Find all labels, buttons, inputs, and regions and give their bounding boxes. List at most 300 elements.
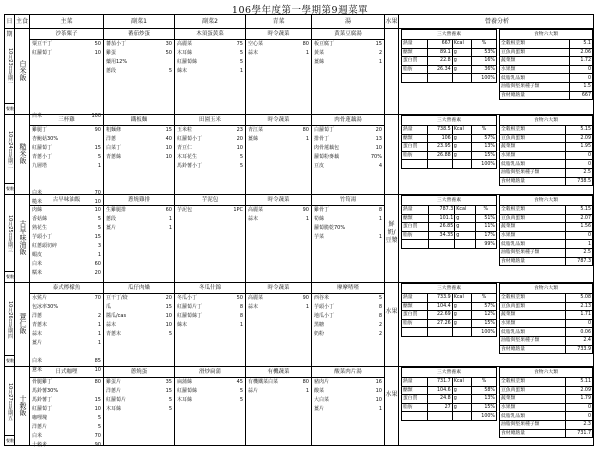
ingredient-amount: 1: [378, 406, 382, 412]
staple-name: 糙米飯: [19, 143, 27, 164]
staple-name: 古早味油飯: [19, 220, 27, 255]
vegs-label: 蔬菜類: [500, 143, 566, 152]
dish-name: 芋泥包: [175, 195, 245, 206]
protein-value: 24.8: [427, 395, 452, 404]
ingredient-amount: 1: [305, 136, 309, 142]
header-staple: 主食: [15, 15, 30, 28]
ingredient-amount: 40: [165, 136, 172, 142]
ingredient-amount: 8: [378, 207, 382, 213]
header-main: 主菜: [30, 15, 104, 28]
menu-table: [4, 14, 594, 446]
ingredient-amount: 10: [94, 367, 101, 373]
ingredient-amount: 5: [168, 397, 172, 403]
six-food-groups: [499, 367, 593, 446]
protein-label: 蛋白質: [402, 311, 428, 320]
ingredient-row: [104, 206, 174, 215]
fruit-cell: [385, 195, 399, 282]
ingredient-amount: 15: [94, 145, 101, 151]
protein-label: 蛋白質: [402, 143, 428, 152]
ingredient-amount: [91, 58, 101, 67]
energy-value: 731.7: [427, 378, 452, 387]
fruits-value: 0: [566, 319, 593, 328]
ingredient-amount: 45: [236, 379, 243, 385]
ingredient-amount: 1: [305, 216, 309, 222]
dish-cell: [246, 195, 312, 282]
ingredient-name: 紅蘿蔔丁: [32, 145, 53, 151]
ingredient-amount: 4: [378, 163, 382, 169]
ingredient-amount: 5: [239, 154, 243, 160]
ingredient-row: [312, 405, 384, 414]
ingredient-row: [312, 126, 384, 135]
ingredient-amount: 60: [165, 207, 172, 213]
grains-label: 全穀根莖類: [500, 40, 570, 49]
ingredient-row: [30, 312, 103, 321]
header-date: 日期: [5, 15, 15, 28]
ingredient-name: 高麗菜: [248, 207, 264, 213]
ingredient-amount: [91, 171, 101, 180]
beans-value: 2.07: [566, 214, 593, 223]
total-label: 食材總熱量: [500, 429, 566, 438]
ingredient-row: [175, 40, 245, 49]
sum-pct: 100%: [472, 328, 497, 337]
milk-label: 低脂乳品類: [500, 412, 566, 421]
ingredient-name: 雞蛋片: [106, 379, 122, 385]
ingredient-name: 雞腿丁: [32, 127, 48, 133]
dish-name: 滑炒扁蒲: [175, 367, 245, 378]
ingredient-name: 糙米: [32, 199, 43, 205]
ingredient-row: [312, 378, 384, 387]
ingredient-amount: 8: [378, 313, 382, 319]
date-text: 10月25日星期三: [7, 214, 13, 253]
ingredient-name: 奶粉: [314, 331, 325, 337]
ingredient-name: 薑絲: [314, 59, 325, 65]
three-nutrients-title: 三大營養素: [402, 116, 497, 126]
three-nutrients: [401, 115, 497, 194]
dish-cell: [30, 367, 104, 446]
energy-label: 熱量: [402, 378, 428, 387]
energy-label: 熱量: [402, 206, 429, 215]
ingredient-name: 絲末: [177, 68, 188, 74]
ingredient-amount: 80: [302, 41, 309, 47]
ingredient-row: [312, 58, 384, 67]
oil-label: 油脂與堅果種子類: [500, 82, 570, 91]
beans-value: 2.09: [566, 386, 593, 395]
ingredient-amount: 20: [165, 295, 172, 301]
ingredient-row: [30, 321, 103, 330]
dish-cell: [104, 195, 175, 282]
ingredient-row: [312, 215, 384, 224]
fat-value: 34.35: [429, 231, 455, 240]
beans-label: 豆魚肉蛋類: [500, 48, 570, 57]
ingredient-name: 青蔥小丁: [32, 154, 53, 160]
ingredient-amount: 35: [165, 379, 172, 385]
total-label: 食材總熱量: [500, 91, 570, 100]
sum-pct: 99%: [475, 240, 496, 249]
ingredient-row: [30, 94, 103, 103]
g-unit: g: [455, 231, 475, 240]
staple-cell: [15, 115, 30, 194]
ingredient-amount: 1PC: [233, 207, 243, 213]
ingredient-name: 洋蔥: [32, 313, 43, 319]
ingredient-name: 空心菜: [248, 41, 264, 47]
ingredient-amount: 30: [165, 41, 172, 47]
kcal-unit: Kcal: [452, 378, 471, 387]
ingredient-row: [30, 242, 103, 251]
ingredient-row: [175, 294, 245, 303]
ingredient-row: [175, 303, 245, 312]
carb-pct: 57%: [472, 134, 497, 143]
ingredient-name: 蒜片: [248, 388, 259, 394]
energy-value: 787.3: [429, 206, 455, 215]
fat-label: 脂肪: [402, 231, 429, 240]
date-text: 10月24日星期二: [7, 130, 13, 169]
ingredient-amount: 10: [375, 388, 382, 394]
carb-label: 醣類: [402, 386, 428, 395]
grains-value: 5.08: [566, 294, 593, 303]
dish-name: 木須蛋黃菜: [175, 29, 245, 40]
g-unit: g: [452, 151, 471, 160]
carb-value: 104.6: [427, 386, 452, 395]
vegs-label: 蔬菜類: [500, 57, 570, 66]
sum-pct: 100%: [472, 412, 497, 421]
dish-name: 蔥燒雞排: [104, 195, 174, 206]
ingredient-amount: 10: [165, 145, 172, 151]
ingredient-amount: 5: [239, 397, 243, 403]
ingredient-row: [246, 126, 311, 135]
ingredient-row: [30, 162, 103, 171]
pct-label: %: [472, 40, 497, 49]
date-cell: [5, 195, 15, 282]
ingredient-amount: 1: [305, 50, 309, 56]
ingredient-name: 有機鐵菜白菜: [248, 379, 279, 385]
vegs-value: 1.95: [566, 143, 593, 152]
carb-label: 醣類: [402, 134, 428, 143]
staple-name: 白米飯: [19, 60, 27, 81]
ingredient-name: 木耳絲: [177, 50, 193, 56]
ingredient-amount: 1: [97, 340, 101, 346]
ingredient-amount: 10: [94, 207, 101, 213]
ingredient-row: [30, 153, 103, 162]
ingredient-row: [104, 303, 174, 312]
ingredient-row: [175, 378, 245, 387]
ingredient-row: [312, 206, 384, 215]
ingredient-name: 白米: [32, 261, 43, 267]
ingredient-row: [312, 294, 384, 303]
ingredient-name: 芋泥包: [177, 207, 193, 213]
ingredient-amount: 80: [302, 127, 309, 133]
dish-name: 泰式檸檬魚: [30, 283, 103, 294]
protein-value: 22.8: [427, 57, 452, 66]
total-value: 787.3: [566, 257, 593, 266]
ingredient-name: 馬鈴薯丁: [32, 397, 53, 403]
ingredient-amount: 100: [91, 113, 101, 119]
vegs-value: 1.71: [566, 311, 593, 320]
dish-cell: [104, 367, 175, 446]
protein-label: 蛋白質: [402, 57, 428, 66]
ingredient-amount: 1: [168, 216, 172, 222]
ingredient-amount: 1: [168, 225, 172, 231]
ingredient-amount: 70: [94, 190, 101, 196]
ingredient-amount: 70: [94, 433, 101, 439]
fruit-name: 鮮奶/豆漿: [385, 221, 398, 245]
ingredient-name: 蝦皮: [32, 252, 43, 258]
ingredient-amount: 13: [375, 136, 382, 142]
ingredient-name: 雞蛋: [106, 50, 117, 56]
ingredient-row: [30, 294, 103, 303]
grains-label: 全穀根莖類: [500, 126, 566, 135]
ingredient-row: [30, 387, 103, 396]
carb-label: 醣類: [402, 302, 428, 311]
date-cell: [5, 283, 15, 366]
protein-pct: 13%: [472, 395, 497, 404]
fat-label: 脂肪: [402, 319, 428, 328]
six-food-groups: [499, 283, 593, 366]
ingredient-amount: 10: [165, 313, 172, 319]
ingredient-amount: 1: [305, 304, 309, 310]
vegs-value: 1.79: [566, 395, 593, 404]
ingredient-amount: 5: [239, 50, 243, 56]
dish-name: 摩摩喳喳: [312, 283, 384, 294]
protein-value: 22.69: [427, 311, 452, 320]
pct-label: %: [472, 126, 497, 135]
ingredient-row: [312, 321, 384, 330]
ingredient-name: 紅蘿蔔絲: [177, 59, 198, 65]
dish-cell: [175, 195, 246, 282]
ingredient-row: [312, 330, 384, 339]
ingredient-amount: 5: [168, 68, 172, 74]
six-food-groups: [499, 29, 593, 114]
ingredient-amount: 90: [94, 442, 101, 448]
dish-cell: [246, 367, 312, 446]
fat-pct: 15%: [472, 151, 497, 160]
dish-cell: [312, 29, 385, 114]
ingredient-amount: 80: [302, 379, 309, 385]
fruits-value: 0: [566, 403, 593, 412]
ingredient-row: [30, 171, 103, 180]
dish-cell: [175, 29, 246, 114]
vegs-label: 蔬菜類: [500, 395, 566, 404]
dish-cell: [312, 195, 385, 282]
fat-pct: 15%: [472, 403, 497, 412]
ingredient-row: [104, 330, 174, 339]
ingredient-amount: 85: [94, 358, 101, 364]
ingredient-amount: 2: [378, 331, 382, 337]
ingredient-amount: 20: [94, 270, 101, 276]
ingredient-name: 蘿蔔脆乾70%: [314, 225, 346, 231]
fruit-cell: [385, 29, 399, 114]
ingredient-row: [175, 162, 245, 171]
ingredient-amount: 20: [375, 127, 382, 133]
milk-value: 0: [566, 160, 593, 169]
protein-label: 蛋白質: [402, 395, 428, 404]
ingredient-row: [30, 135, 103, 144]
three-nutrients: [401, 283, 497, 366]
g-unit: g: [452, 143, 471, 152]
ingredient-amount: 1: [97, 163, 101, 169]
ingredient-name: 絲末: [177, 322, 188, 328]
dish-name: 三杯雞: [30, 115, 103, 126]
fruit-cell: [385, 367, 399, 446]
ingredient-row: [30, 260, 103, 269]
milk-value: 0.06: [566, 328, 593, 337]
oil-label: 油脂與堅果種子類: [500, 168, 566, 177]
beans-value: 2.06: [569, 48, 592, 57]
ingredient-row: [312, 396, 384, 405]
header-veg: 青菜: [246, 15, 312, 28]
ingredient-amount: 5: [97, 225, 101, 231]
kcal-unit: Kcal: [452, 40, 471, 49]
dish-name: 有機蔬菜: [246, 367, 311, 378]
dish-cell: [30, 195, 104, 282]
ingredient-amount: [91, 135, 101, 144]
ingredient-row: [104, 387, 174, 396]
energy-value: 733.9: [427, 294, 452, 303]
ingredient-amount: 10: [165, 154, 172, 160]
dish-cell: [104, 29, 175, 114]
fat-value: 26.88: [427, 151, 452, 160]
carb-pct: 53%: [472, 48, 497, 57]
dish-name: 古早味油飯: [30, 195, 103, 206]
ingredient-name: 蔥段: [106, 216, 117, 222]
ingredient-row: [312, 303, 384, 312]
ingredient-row: [175, 387, 245, 396]
ingredient-row: [312, 224, 384, 233]
ingredient-row: [175, 135, 245, 144]
staple-cell: [15, 283, 30, 366]
milk-value: 0: [569, 74, 592, 83]
dish-name: 瓜仔肉燥: [104, 283, 174, 294]
ingredient-amount: 2: [97, 313, 101, 319]
carb-value: 106: [427, 134, 452, 143]
ingredient-amount: 20: [236, 136, 243, 142]
ingredient-amount: 8: [239, 304, 243, 310]
vegs-value: 1.72: [569, 57, 592, 66]
fat-label: 脂肪: [402, 151, 428, 160]
ingredient-name: 紅蘿蔔片丁: [177, 304, 203, 310]
ingredient-row: [312, 153, 384, 162]
ingredient-row: [30, 58, 103, 67]
ingredient-row: [30, 339, 103, 348]
ingredient-name: 地瓜小丁: [314, 313, 335, 319]
kcal-unit: Kcal: [455, 206, 475, 215]
milk-label: 低脂乳品類: [500, 240, 566, 249]
ingredient-name: 洋蔥片: [32, 424, 48, 430]
ingredient-name: 板豆腐丁: [314, 41, 335, 47]
ingredient-name: 紅蘿蔔絲丁: [177, 313, 203, 319]
ingredient-amount: 2: [378, 322, 382, 328]
beans-label: 豆魚肉蛋類: [500, 302, 566, 311]
ingredient-amount: [91, 85, 101, 94]
ingredient-amount: 1: [239, 322, 243, 328]
ingredient-amount: 10: [94, 50, 101, 56]
ingredient-amount: [91, 348, 101, 357]
ingredient-name: 黑糖: [314, 322, 325, 328]
vegs-value: 1.56: [566, 223, 593, 232]
date-text: 10月27日星期五: [7, 382, 13, 421]
day-row: [5, 29, 593, 119]
fruits-label: 水果類: [500, 151, 566, 160]
ingredient-row: [246, 206, 311, 215]
dish-name: 肉骨蓮藕湯: [312, 115, 384, 126]
date-cell: [5, 29, 15, 114]
day-row: [5, 195, 593, 283]
ingredient-amount: 5: [97, 424, 101, 430]
ingredient-name: 蒜末: [248, 216, 259, 222]
ingredient-name: 白米: [32, 358, 43, 364]
six-groups-title: 食物六大類: [500, 284, 593, 294]
ingredient-amount: 15: [94, 397, 101, 403]
ingredient-amount: [162, 58, 172, 67]
ingredient-name: 白蘿蔔丁: [314, 127, 335, 133]
dish-cell: [30, 29, 104, 119]
ingredient-name: 薏米: [32, 367, 43, 373]
protein-pct: 16%: [472, 57, 497, 66]
ingredient-name: 蒜末: [32, 331, 43, 337]
ingredient-amount: 15: [375, 41, 382, 47]
protein-pct: 13%: [472, 143, 497, 152]
carb-pct: 57%: [472, 302, 497, 311]
ingredient-amount: 10: [94, 406, 101, 412]
ingredient-amount: [372, 224, 382, 233]
ingredient-amount: 50: [165, 50, 172, 56]
meal-count-label: 餐數: [5, 355, 15, 366]
six-groups-title: 食物六大類: [500, 30, 593, 40]
three-nutrients-title: 三大營養素: [402, 284, 497, 294]
ingredient-amount: 90: [94, 127, 101, 133]
ingredient-name: 薑片: [314, 406, 325, 412]
ingredient-row: [30, 303, 103, 312]
ingredient-amount: 90: [302, 295, 309, 301]
grains-label: 全穀根莖類: [500, 206, 566, 215]
ingredient-row: [246, 294, 311, 303]
date-text: 10月26日星期四: [7, 300, 13, 339]
protein-value: 26.85: [429, 223, 455, 232]
g-unit: g: [452, 65, 471, 74]
three-nutrients-title: 三大營養素: [402, 30, 497, 40]
oil-label: 油脂與堅果種子類: [500, 248, 566, 257]
ingredient-row: [104, 215, 174, 224]
ingredient-amount: 1: [378, 59, 382, 65]
kcal-unit: Kcal: [452, 126, 471, 135]
ingredient-name: 玉米粒: [177, 127, 193, 133]
header-side2: 副菜2: [175, 15, 246, 28]
ingredient-row: [104, 40, 174, 49]
ingredient-row: [104, 321, 174, 330]
ingredient-row: [312, 162, 384, 171]
ingredient-amount: 1: [97, 331, 101, 337]
dish-cell: [312, 283, 385, 366]
ingredient-amount: 15: [165, 304, 172, 310]
ingredient-name: 芋菜: [314, 234, 325, 240]
total-label: 食材總熱量: [500, 345, 566, 354]
fat-pct: 17%: [475, 231, 496, 240]
carb-value: 89.1: [427, 48, 452, 57]
dish-name: 時令蔬菜: [246, 195, 311, 206]
ingredient-name: 青豆仁: [177, 145, 193, 151]
ingredient-row: [104, 312, 174, 321]
ingredient-row: [104, 405, 174, 414]
sum-pct: 100%: [472, 74, 497, 83]
fat-pct: 36%: [472, 65, 497, 74]
ingredient-row: [30, 76, 103, 85]
six-food-groups: [499, 115, 593, 194]
fruits-label: 水果類: [500, 65, 570, 74]
three-nutrients-title: 三大營養素: [402, 368, 497, 378]
ingredient-row: [30, 40, 103, 49]
g-unit: g: [455, 223, 475, 232]
ingredient-name: 排骨丁: [314, 136, 330, 142]
ingredient-row: [312, 233, 384, 242]
